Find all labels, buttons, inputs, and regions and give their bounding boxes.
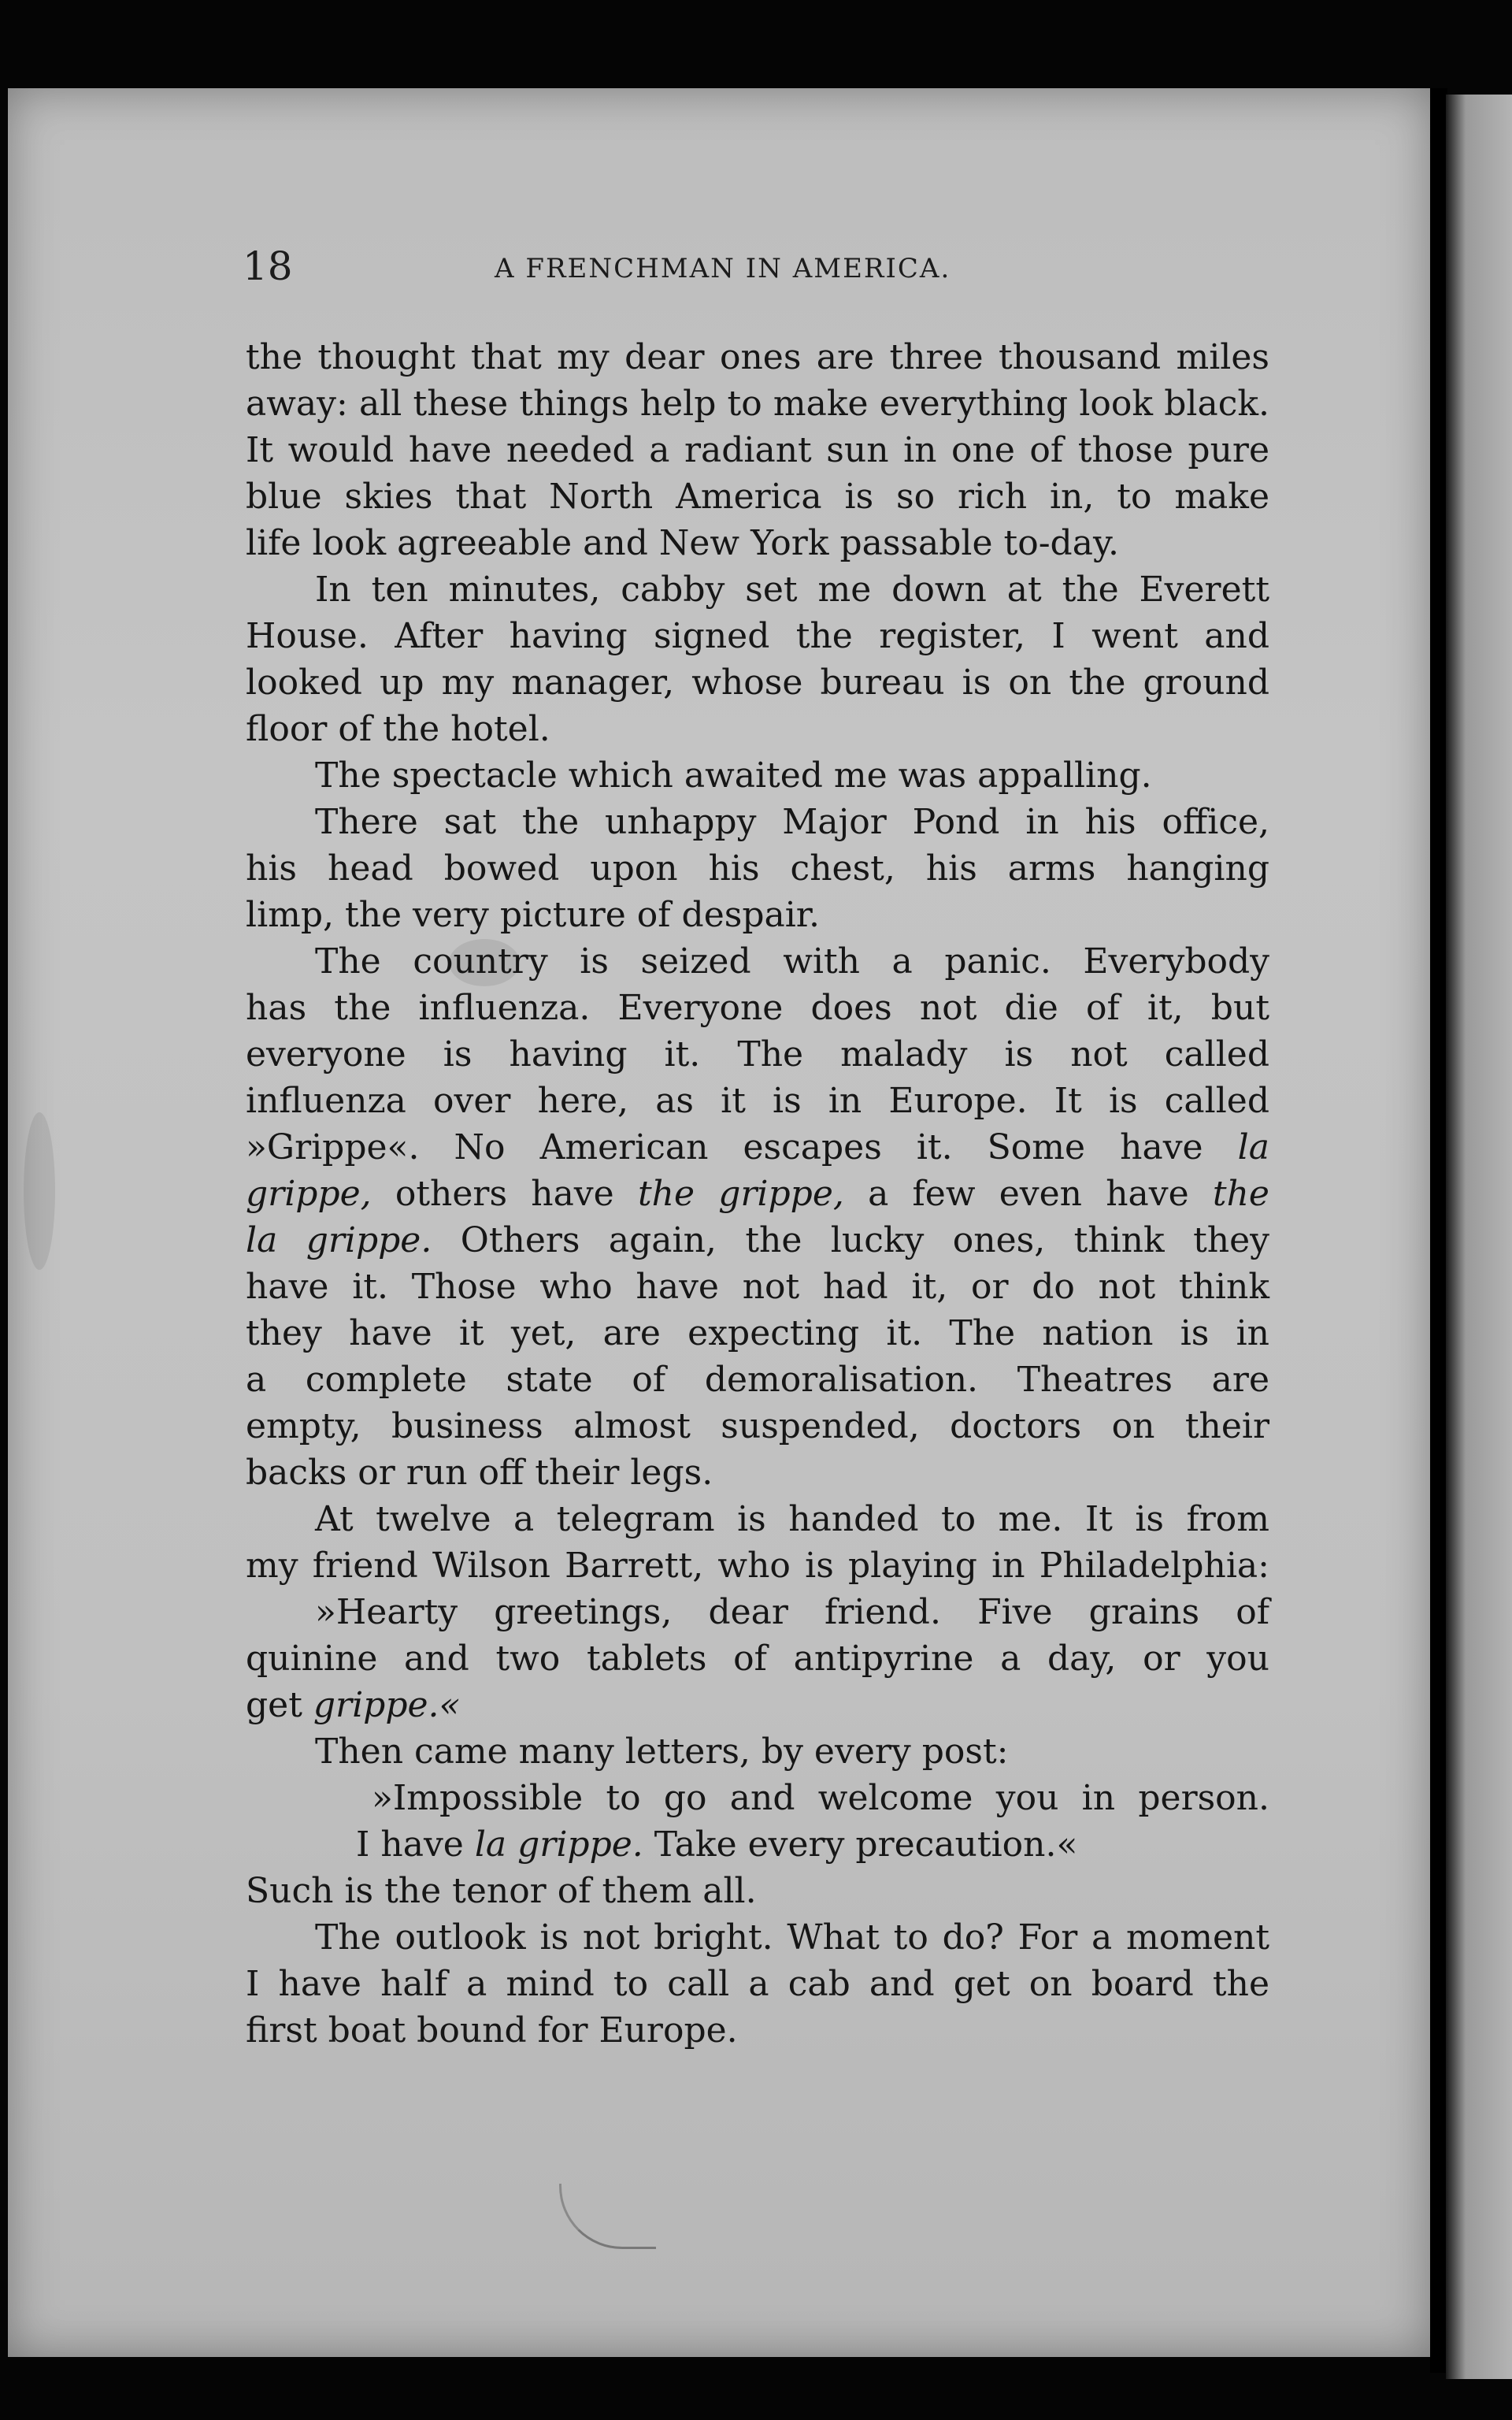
text-span: Others again, the lucky ones, think they	[460, 1220, 1269, 1260]
text-span: get	[246, 1685, 302, 1725]
body-text	[246, 334, 1269, 2054]
text-line: backs or run off their legs.	[246, 1453, 713, 1493]
text-line: limp, the very picture of despair.	[246, 895, 820, 935]
text-line: everyone is having it. The malady is not called	[246, 1034, 1269, 1075]
text-line: The country is seized with a panic. Everybody	[315, 941, 1269, 982]
page-gutter	[1430, 88, 1447, 2373]
italic-text: la grippe.	[246, 1220, 432, 1260]
text-line: The spectacle which awaited me was appalling.	[315, 755, 1152, 796]
pencil-mark	[559, 2184, 656, 2249]
text-line: looked up my manager, whose bureau is on the ground	[246, 663, 1269, 703]
text-line: »Hearty greetings, dear friend. Five grains of	[315, 1592, 1269, 1632]
text-line: In ten minutes, cabby set me down at the Everett	[315, 570, 1269, 610]
text-line: floor of the hotel.	[246, 709, 550, 749]
text-span: a few even have	[868, 1174, 1189, 1214]
text-line: blue skies that North America is so rich in, to make	[246, 477, 1269, 517]
text-line	[246, 1124, 1269, 1171]
text-line: his head bowed upon his chest, his arms hanging	[246, 848, 1269, 889]
italic-text: the grippe,	[637, 1174, 844, 1214]
italic-text: la	[1237, 1127, 1269, 1167]
adjacent-page-edge	[1446, 95, 1512, 2379]
text-line: they have it yet, are expecting it. The nation is in	[246, 1313, 1269, 1353]
text-line	[246, 1171, 1269, 1217]
text-span: Take every precaution.«	[654, 1824, 1078, 1865]
text-line: empty, business almost suspended, doctors on their	[246, 1406, 1269, 1446]
text-line: influenza over here, as it is in Europe. It is called	[246, 1081, 1269, 1121]
text-span: others have	[395, 1174, 614, 1214]
text-line	[246, 1821, 1269, 1868]
text-line: a complete state of demoralisation. Theatres are	[246, 1360, 1269, 1400]
text-line	[246, 1217, 1269, 1264]
text-line: Then came many letters, by every post:	[315, 1731, 1009, 1772]
page-header	[243, 243, 1266, 290]
page-number: 18	[243, 243, 293, 289]
ink-smudge	[24, 1112, 55, 1270]
text-line	[246, 1682, 1269, 1728]
text-line: has the influenza. Everyone does not die of it, but	[246, 988, 1269, 1028]
italic-text: grippe.«	[313, 1685, 461, 1725]
text-line: have it. Those who have not had it, or do not think	[246, 1267, 1269, 1307]
text-span: »Grippe«. No American escapes it. Some have	[246, 1127, 1203, 1167]
italic-text: grippe,	[246, 1174, 372, 1214]
text-line: life look agreeable and New York passable to-day.	[246, 523, 1119, 563]
text-line: my friend Wilson Barrett, who is playing in Philadelphia:	[246, 1546, 1269, 1586]
italic-text: la grippe.	[474, 1824, 643, 1865]
text-line: away: all these things help to make everything look black.	[246, 384, 1269, 424]
text-line: The outlook is not bright. What to do? For a moment	[315, 1917, 1269, 1958]
text-line: At twelve a telegram is handed to me. It is from	[315, 1499, 1269, 1539]
text-line: the thought that my dear ones are three thousand miles	[246, 337, 1269, 377]
text-line: quinine and two tablets of antipyrine a day, or you	[246, 1639, 1269, 1679]
italic-text: the	[1212, 1174, 1269, 1214]
text-span: I have	[356, 1824, 464, 1865]
text-line: I have half a mind to call a cab and get on board the	[246, 1964, 1269, 2004]
text-line: first boat bound for Europe.	[246, 2010, 738, 2051]
running-head: A FRENCHMAN IN AMERICA.	[495, 253, 951, 284]
text-line: House. After having signed the register, I went and	[246, 616, 1269, 656]
text-line: »Impossible to go and welcome you in person.	[372, 1778, 1269, 1818]
text-line: It would have needed a radiant sun in one of those pure	[246, 430, 1269, 470]
text-line: There sat the unhappy Major Pond in his office,	[315, 802, 1269, 842]
text-line: Such is the tenor of them all.	[246, 1871, 757, 1911]
